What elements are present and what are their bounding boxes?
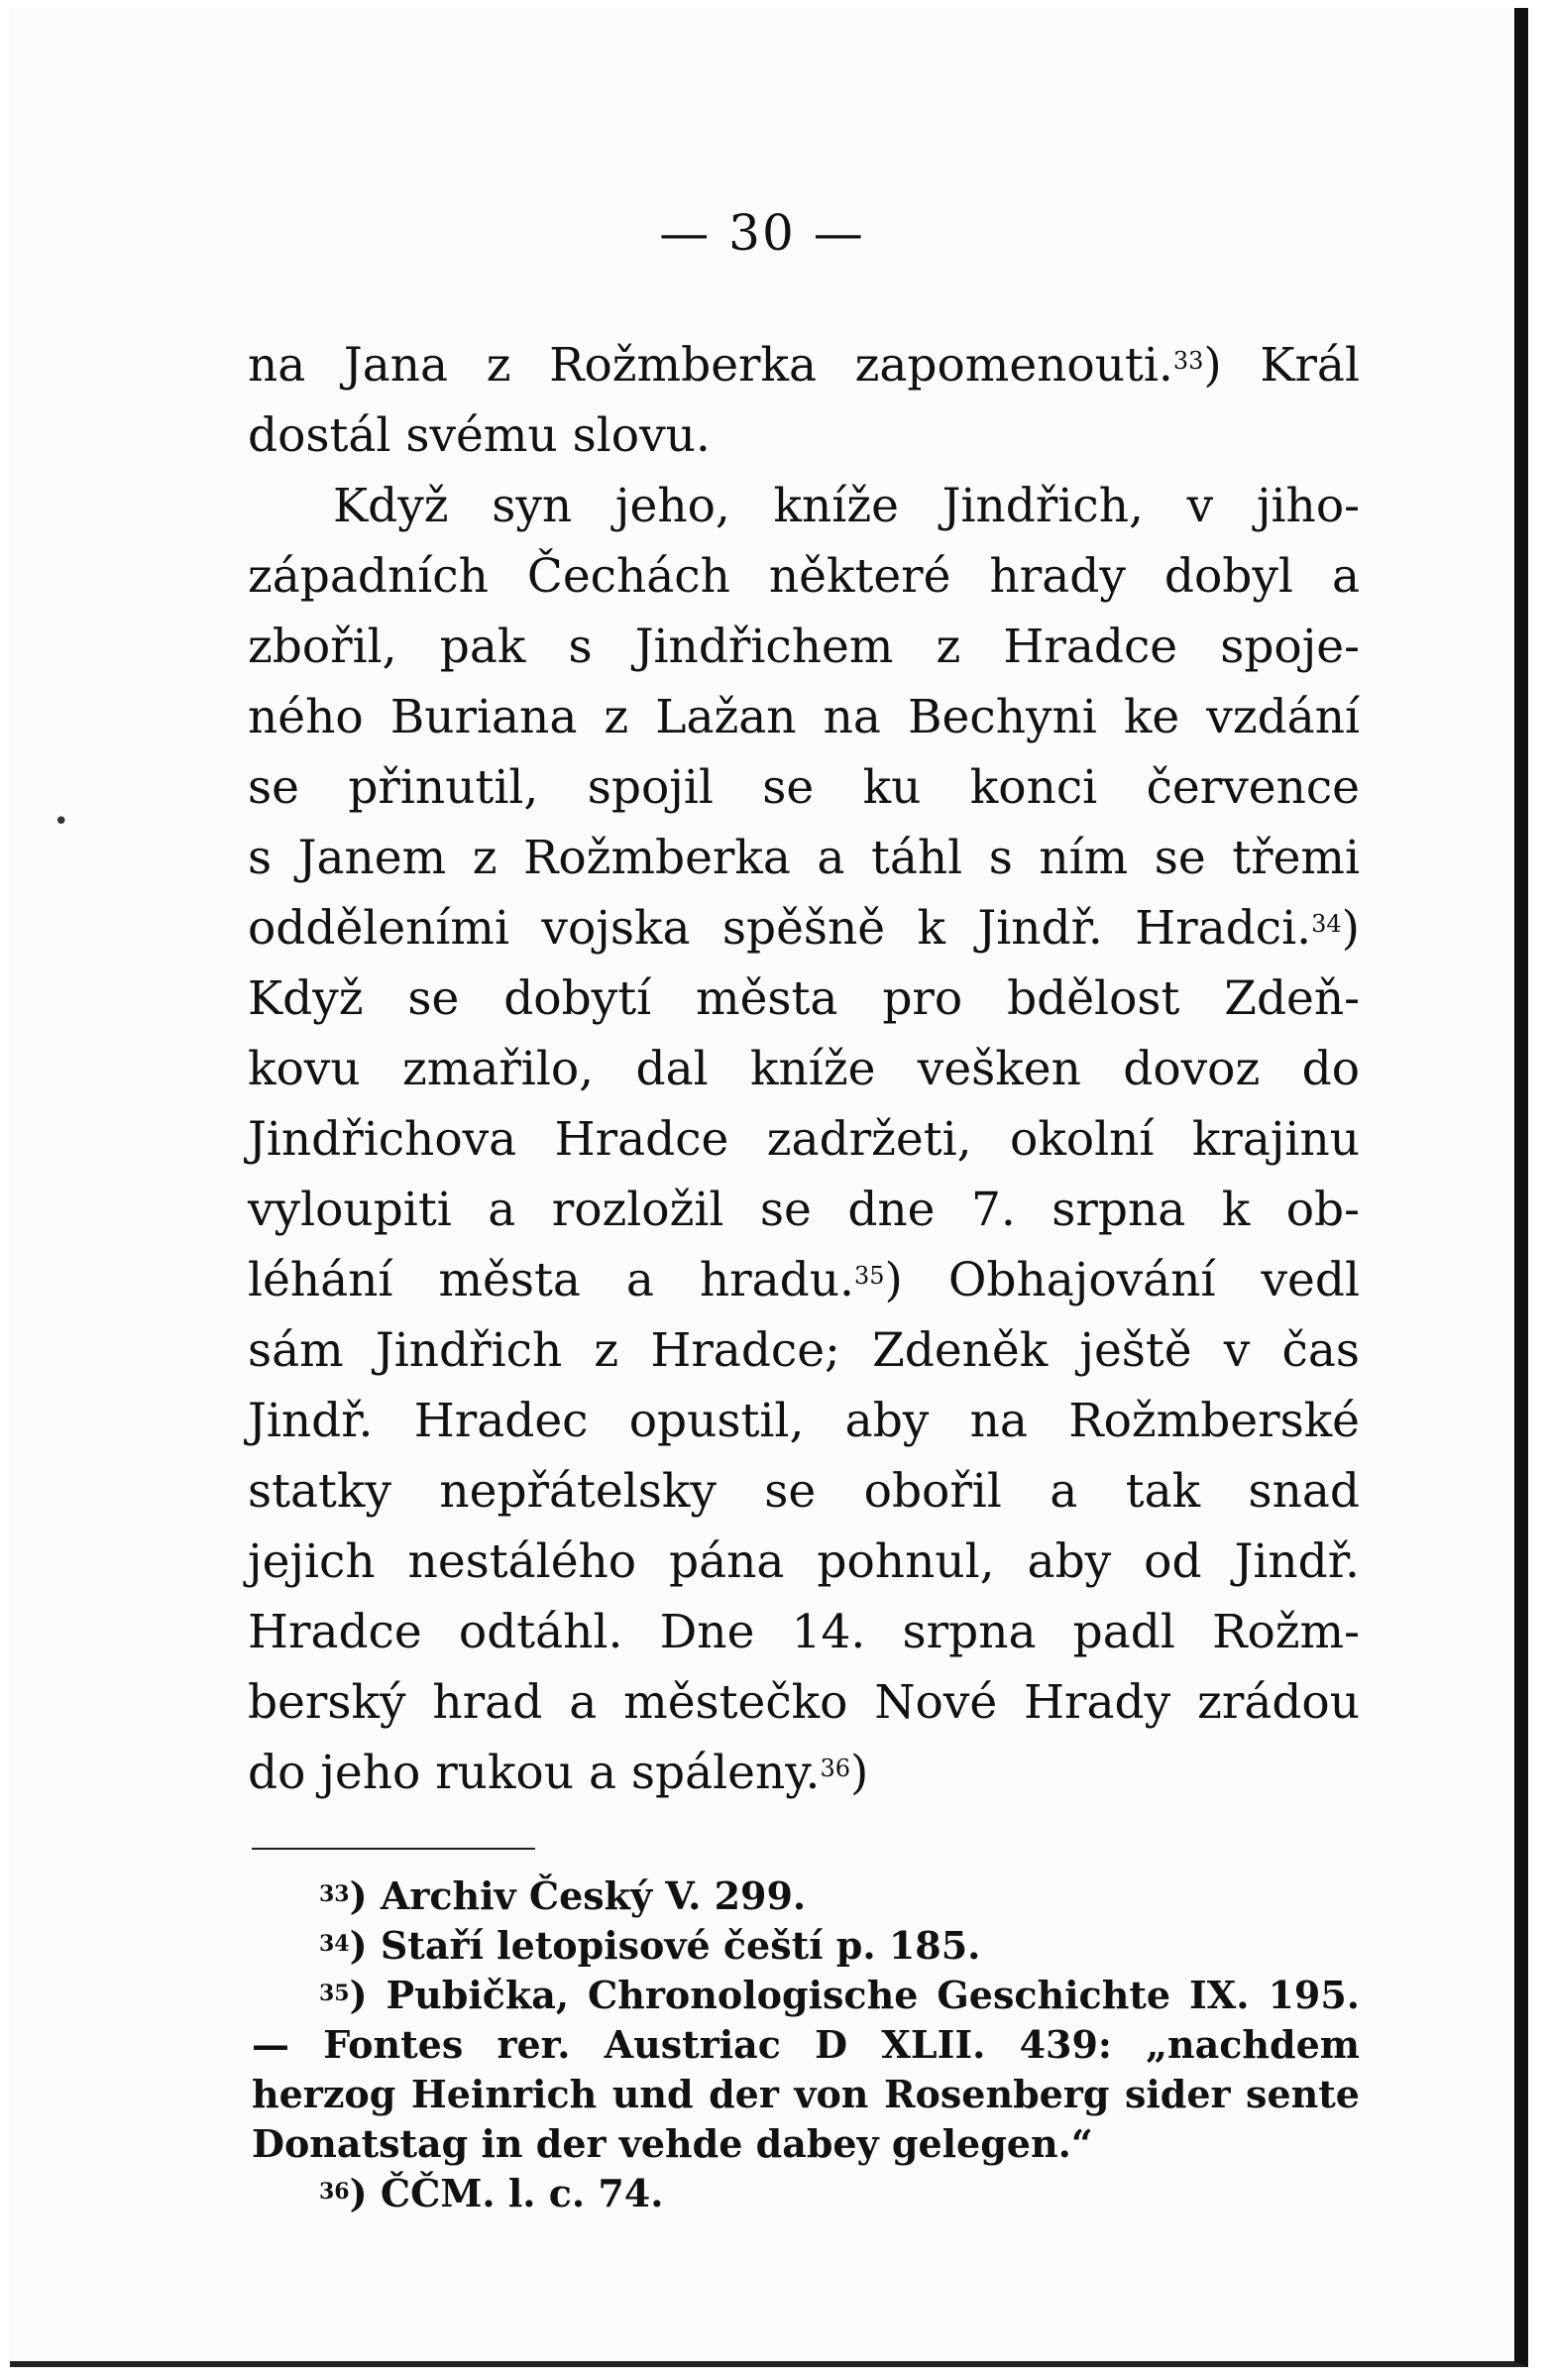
footnote-line <box>252 2119 1360 2169</box>
text-line-content: kovu zmařilo, dal kníže vešken dovoz do <box>248 1042 1360 1096</box>
margin-mark: • <box>54 807 69 837</box>
text-line-content: statky nepřátelsky se obořil a tak snad <box>248 1464 1360 1519</box>
text-line-content: zbořil, pak s Jindřichem z Hradce spoje- <box>248 620 1360 674</box>
text-line <box>248 1597 1360 1667</box>
text-line-content: vyloupiti a rozložil se dne 7. srpna k ob- <box>248 1183 1360 1237</box>
text-line-tail: ) Obhajování vedl <box>884 1253 1360 1307</box>
footnote-line <box>252 1921 1360 1971</box>
footnote-line <box>252 2070 1360 2119</box>
text-line-content: sám Jindřich z Hradce; Zdeněk ještě v čas <box>248 1323 1360 1378</box>
text-line-tail: ) <box>850 1746 869 1800</box>
footnote-ref: 35 <box>853 1262 885 1290</box>
text-line <box>248 963 1360 1034</box>
footnote-number: 34 <box>319 1931 350 1957</box>
footnote-ref: 34 <box>1311 910 1342 938</box>
footnote-text: ) Archiv Český V. 299. <box>349 1873 807 1918</box>
footnote-text: ) Pubička, Chronologische Geschichte IX. 195. <box>349 1973 1360 2017</box>
text-line <box>248 400 1360 471</box>
text-line <box>248 1738 1360 1808</box>
text-line <box>248 682 1360 752</box>
text-line <box>248 1456 1360 1527</box>
footnote-line <box>252 2020 1360 2070</box>
text-line <box>248 612 1360 682</box>
book-page <box>10 8 1528 2367</box>
footnote-text: herzog Heinrich und der von Rosenberg sider sente <box>252 2072 1360 2116</box>
footnote-ref: 36 <box>820 1755 851 1782</box>
text-line <box>248 1104 1360 1175</box>
text-line-content: na Jana z Rožmberka zapomenouti. <box>248 338 1173 393</box>
text-line-content: Jindř. Hradec opustil, aby na Rožmberské <box>248 1394 1360 1448</box>
text-line-content: Hradce odtáhl. Dne 14. srpna padl Rožm- <box>248 1605 1360 1659</box>
footnotes <box>252 1871 1360 2218</box>
footnote-text: ) ČČM. l. c. 74. <box>349 2171 664 2215</box>
footnote-line <box>252 2169 1360 2218</box>
footnote-line <box>252 1871 1360 1921</box>
text-line <box>248 541 1360 612</box>
text-line <box>248 752 1360 823</box>
footnote-ref: 33 <box>1172 347 1204 375</box>
footnote-number: 33 <box>319 1881 350 1907</box>
text-line <box>248 1315 1360 1386</box>
text-line-content: Když se dobytí města pro bdělost Zdeň- <box>248 971 1360 1026</box>
text-line-content: do jeho rukou a spáleny. <box>248 1746 821 1800</box>
main-text <box>248 330 1360 1808</box>
footnote-text: ) Staří letopisové čeští p. 185. <box>349 1923 981 1968</box>
text-line-content: jejich nestálého pána pohnul, aby od Jindř. <box>248 1534 1360 1589</box>
footnote-separator <box>252 1848 535 1850</box>
text-line-content: odděleními vojska spěšně k Jindř. Hradci. <box>248 901 1312 956</box>
text-line-content: léhání města a hradu. <box>248 1253 854 1307</box>
text-line <box>248 1175 1360 1245</box>
text-line-tail: ) <box>1341 901 1360 956</box>
footnote-number: 35 <box>319 1981 350 2006</box>
text-line <box>248 1527 1360 1597</box>
text-line <box>248 1386 1360 1456</box>
footnote-line <box>252 1971 1360 2020</box>
text-line <box>248 1667 1360 1738</box>
text-line-tail: ) Král <box>1203 338 1360 393</box>
text-line-content: západních Čechách některé hrady dobyl a <box>248 549 1360 604</box>
text-line-content: berský hrad a městečko Nové Hrady zrádou <box>248 1675 1360 1730</box>
text-line <box>248 330 1360 400</box>
text-line-content: se přinutil, spojil se ku konci července <box>248 760 1360 815</box>
text-line <box>248 471 1360 541</box>
text-line <box>248 1034 1360 1104</box>
text-line-content: ného Buriana z Lažan na Bechyni ke vzdání <box>248 690 1360 744</box>
text-line <box>248 1245 1360 1315</box>
footnote-text: — Fontes rer. Austriac D XLII. 439: „nachdem <box>252 2022 1360 2067</box>
footnote-number: 36 <box>319 2179 350 2205</box>
text-line <box>248 893 1360 963</box>
text-line-content: Jindřichova Hradce zadržeti, okolní krajinu <box>248 1112 1360 1167</box>
text-line-content: Když syn jeho, kníže Jindřich, v jiho- <box>333 479 1360 533</box>
text-line <box>248 823 1360 893</box>
text-line-content: dostál svému slovu. <box>248 408 711 463</box>
text-line-content: s Janem z Rožmberka a táhl s ním se třemi <box>248 831 1360 885</box>
page-number: — 30 — <box>659 204 865 262</box>
footnote-text: Donatstag in der vehde dabey gelegen.“ <box>252 2121 1093 2166</box>
